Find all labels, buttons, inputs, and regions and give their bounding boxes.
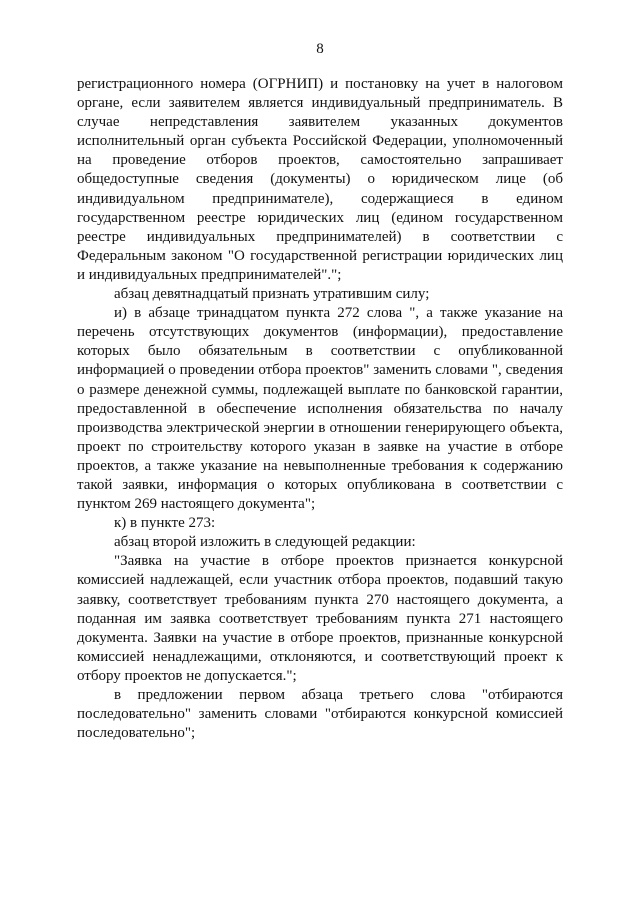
document-body: [77, 75, 563, 743]
paragraph-registration-continuation: регистрационного номера (ОГРНИП) и постановку на учет в налоговом органе, если заявителем является индивидуальный предприниматель. В случае непредставления заявителем указанных документов исполнительный орган субъекта Российской Федерации, уполномоченный на проведение отборов проектов, самостоятельно запрашивает общедоступные сведения (документы) о юридическом лице (об индивидуальном предпринимателе), содержащиеся в едином государственном реестре юридических лиц (едином государственном реестре индивидуальных предпринимателей) в соответствии с Федеральным законом "О государственной регистрации юридических лиц и индивидуальных предпринимателей".";: [77, 76, 563, 283]
paragraph-first-sentence: в предложении первом абзаца третьего слова "отбираются последовательно" заменить словами "отбираются конкурсной комиссией последовательно";: [77, 687, 563, 742]
paragraph-item-i-272: и) в абзаце тринадцатом пункта 272 слова ", а также указание на перечень отсутствующих документов (информации), предоставление которых было обязательным в соответствии с опубликованной информацией о проведении отбора проектов" заменить словами ", сведения о размере денежной суммы, подлежащей выплате по банковской гарантии, предоставленной в обеспечение исполнения обязательства по началу производства электрической энергии в отношении генерирующего объекта, проект по строительству которого указан в заявке на участие в отборе проектов, а также указание на невыполненные требования к содержанию такой заявки, информация о которых опубликована в соответствии с пунктом 269 настоящего документа";: [77, 305, 563, 513]
paragraph-second-abzac: абзац второй изложить в следующей редакции:: [114, 534, 416, 551]
paragraph-item-k-273: к) в пункте 273:: [114, 515, 216, 532]
paragraph-quoted-application: "Заявка на участие в отборе проектов признается конкурсной комиссией надлежащей, если участник отбора проектов, подавший такую заявку, соответствует требованиям пункта 270 настоящего документа, а поданная им заявка соответствует требованиям пункта 271 настоящего документа. Заявки на участие в отборе проектов, признанные конкурсной комиссией ненадлежащими, отклоняются, и соответствующий проект к отбору проектов не допускается.";: [77, 553, 563, 684]
paragraph-nineteenth-invalid: абзац девятнадцатый признать утратившим силу;: [114, 286, 430, 303]
page-number: 8: [316, 41, 324, 57]
